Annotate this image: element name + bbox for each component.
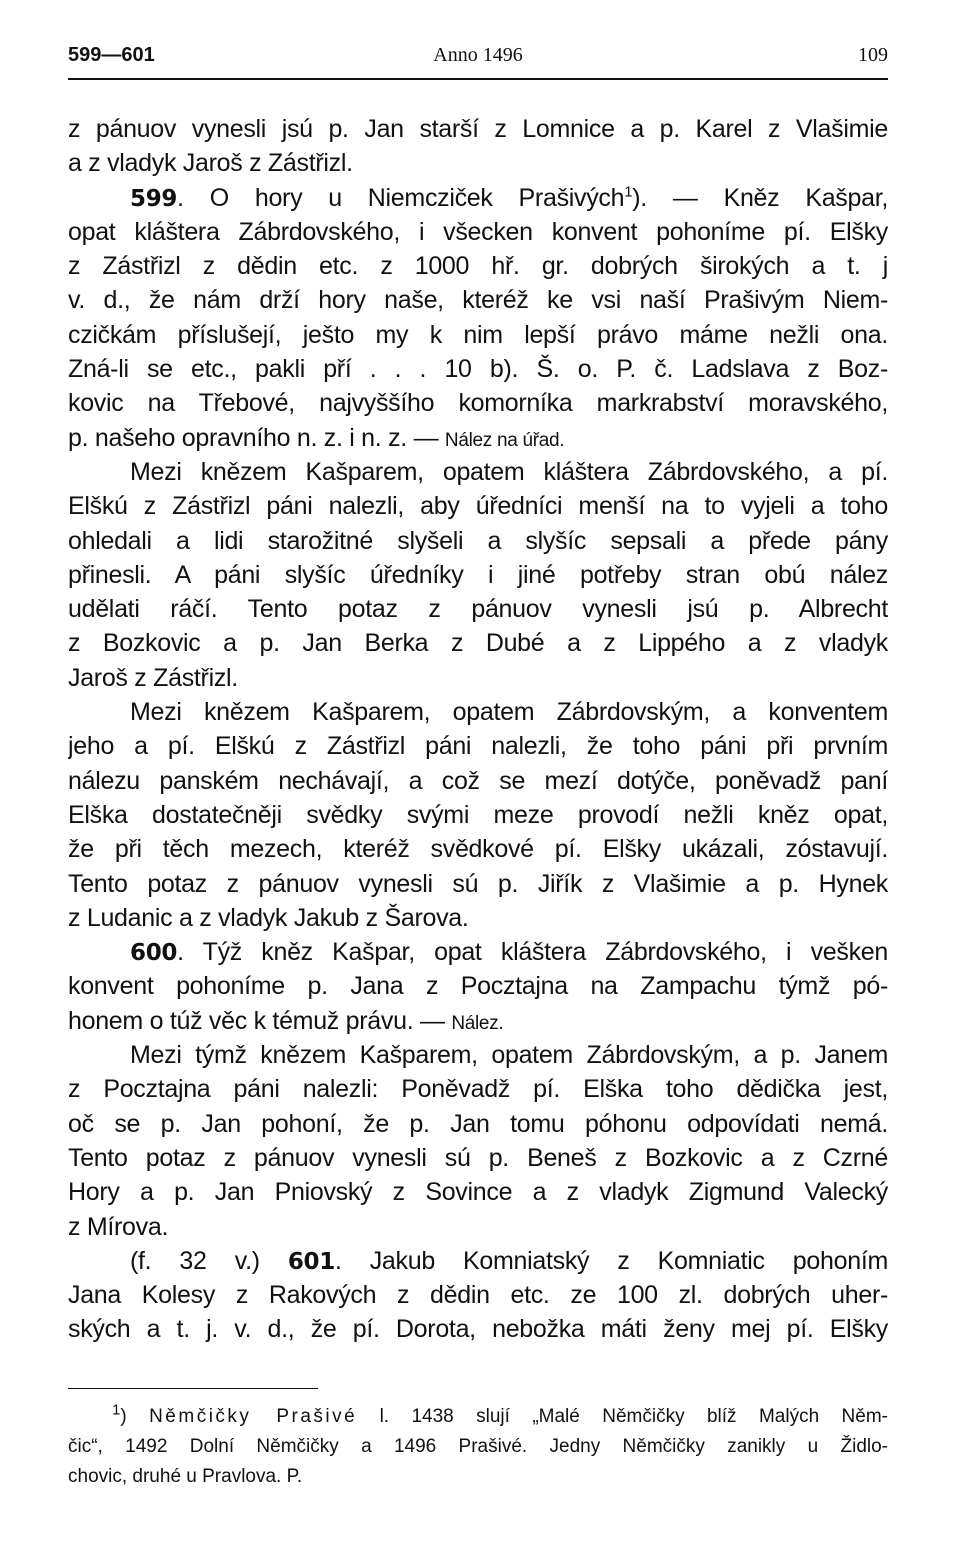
text-line: z Bozkovic a p. Jan Berka z Dubé a z Lippého a z vladyk	[68, 629, 888, 658]
entry-599-line: 599. O hory u Niemcziček Prašivých$^1$). — Kněz Kašpar,	[130, 183, 888, 212]
text-line: Hory a p. Jan Pniovský z Sovince a z vladyk Zigmund Valecký	[68, 1178, 888, 1207]
text-line: že při těch mezech, kteréž svědkové pí. Elšky ukázali, zóstavují.	[68, 835, 888, 864]
footnote	[68, 1402, 888, 1492]
verdict-note: Nález na úřad.	[444, 429, 565, 451]
footnote-term: Němčičky Prašivé	[149, 1406, 358, 1427]
text-line: konvent pohoníme p. Jana z Pocztajna na Zampachu týmž pó-	[68, 972, 888, 1001]
entry-number: 599	[130, 185, 178, 212]
entry-600-line: 600. Týž kněz Kašpar, opat kláštera Zábrdovského, i vešken	[130, 938, 888, 967]
text-line: czičkám příslušejí, ješto my k nim lepší právo máme nežli ona.	[68, 320, 888, 349]
verdict-note: Nález.	[451, 1012, 504, 1034]
text-line: a z vladyk Jaroš z Zástřizl.	[68, 149, 353, 178]
text-line: oč se p. Jan pohoní, že p. Jan tomu póhonu odpovídati nemá.	[68, 1109, 888, 1138]
page-number: 109	[858, 44, 888, 66]
footnote-line: čic“, 1492 Dolní Němčičky a 1496 Prašivé. Jedny Němčičky zanikly u Židlo-	[68, 1436, 888, 1457]
main-text	[68, 112, 888, 1347]
text-line: Mezi knězem Kašparem, opatem Zábrdovským, a konventem	[130, 698, 888, 727]
text-line: Zná-li se etc., pakli pří . . . 10 b). Š. o. P. č. Ladslava z Boz-	[68, 355, 888, 384]
text-line: Mezi knězem Kašparem, opatem kláštera Zábrdovského, a pí.	[130, 457, 888, 486]
text-line: Jaroš z Zástřizl.	[68, 663, 238, 692]
text-line: Mezi týmž knězem Kašparem, opatem Zábrdovským, a p. Janem	[130, 1041, 888, 1070]
footnote-rule	[68, 1388, 318, 1389]
text-line: ohledali a lidi starožitné slyšeli a slyšíc sepsali a přede pány	[68, 526, 888, 555]
text-line: Elška dostatečněji svědky svými meze provodí nežli kněz opat,	[68, 800, 888, 829]
text-line: honem o túž věc k témuž právu. — Nález.	[68, 1006, 504, 1035]
entry-number: 601	[287, 1248, 335, 1275]
text-line: kovic na Třebové, najvyššího komorníka markrabství moravského,	[68, 389, 888, 418]
text-line: Jana Kolesy z Rakových z dědin etc. ze 100 zl. dobrých uher-	[68, 1281, 888, 1310]
text-line: jeho a pí. Elškú z Zástřizl páni nalezli, že toho páni při prvním	[68, 732, 888, 761]
footnote-marker: 1	[112, 1402, 121, 1419]
header-rule	[68, 78, 888, 80]
running-header	[68, 44, 888, 74]
text-line: nálezu panském nechávají, a což se mezí dotýče, poněvadž paní	[68, 766, 888, 795]
text-line: z pánuov vynesli jsú p. Jan starší z Lomnice a p. Karel z Vlašimie	[68, 115, 888, 143]
footnote-line: $^1$) Němčičky Prašivé l. 1438 slují „Malé Němčičky blíž Malých Něm-	[112, 1402, 888, 1427]
text-line: z Mírova.	[68, 1212, 169, 1241]
text-line: udělati ráčí. Tento potaz z pánuov vynesli jsú p. Albrecht	[68, 595, 888, 624]
footnote-ref: 1	[624, 183, 633, 201]
text-line: z Ludanic a z vladyk Jakub z Šarova.	[68, 903, 469, 932]
text-line: v. d., že nám drží hory naše, kteréž ke vsi naší Prašivým Niem-	[68, 286, 888, 315]
entry-range: 599—601	[68, 44, 155, 66]
text-line: p. našeho opravního n. z. i n. z. — Nález na úřad.	[68, 423, 565, 452]
text-line: z Pocztajna páni nalezli: Poněvadž pí. Elška toho dědička jest,	[68, 1075, 888, 1104]
text-line: opat kláštera Zábrdovského, i všecken konvent pohoníme pí. Elšky	[68, 217, 888, 246]
entry-number: 600	[130, 940, 178, 967]
footnote-line: chovic, druhé u Pravlova. P.	[68, 1466, 303, 1487]
text-line: ských a t. j. v. d., že pí. Dorota, nebožka máti ženy mej pí. Elšky	[68, 1315, 888, 1344]
text-line: Elškú z Zástřizl páni nalezli, aby úředníci menší na to vyjeli a toho	[68, 492, 888, 521]
entry-601-line: (f. 32 v.) 601. Jakub Komniatský z Komniatic pohoním	[130, 1246, 888, 1275]
running-title: Anno 1496	[433, 44, 523, 66]
text-line: Tento potaz z pánuov vynesli sú p. Beneš z Bozkovic a z Czrné	[68, 1143, 888, 1172]
text-line: přinesli. A páni slyšíc úředníky i jiné potřeby stran obú nález	[68, 560, 888, 589]
text-line: z Zástřizl z dědin etc. z 1000 hř. gr. dobrých širokých a t. j	[68, 252, 888, 281]
text-line: Tento potaz z pánuov vynesli sú p. Jiřík z Vlašimie a p. Hynek	[68, 869, 888, 898]
